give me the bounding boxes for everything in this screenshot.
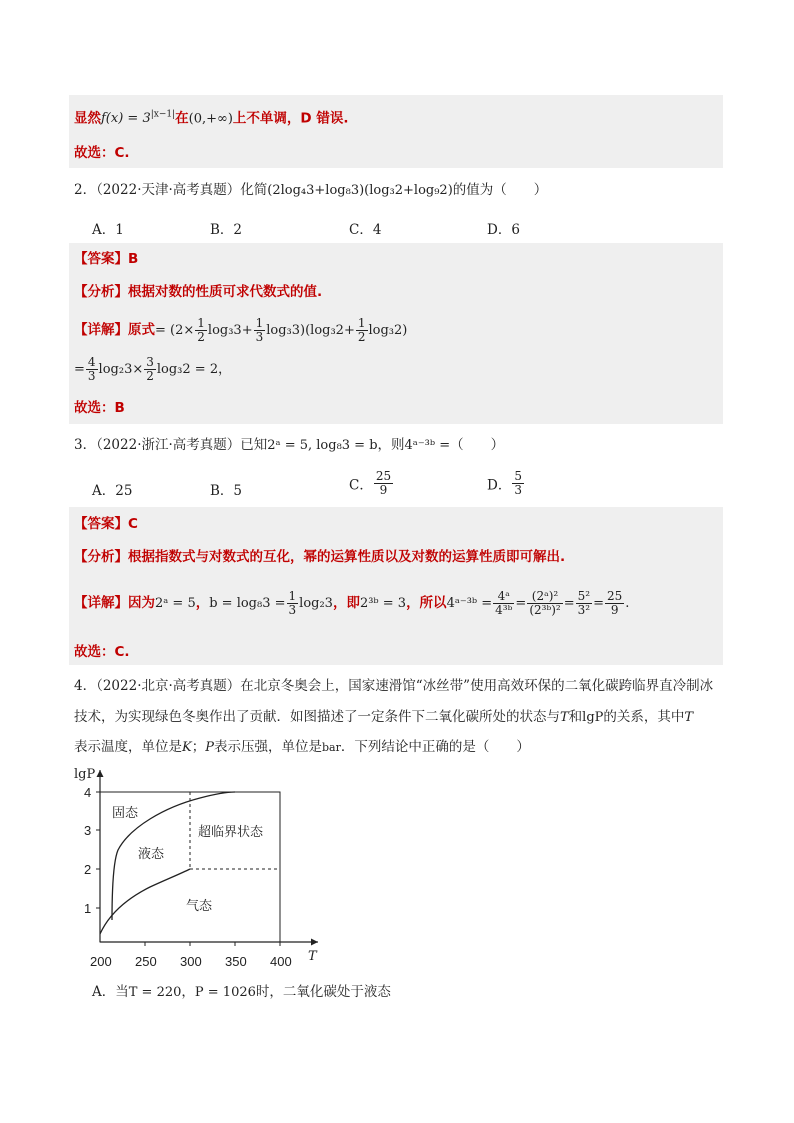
- q2-detail-line1: 【详解】原式= (2× $\frac{1}{2}$ log₃3+ $\frac{1}{3}$ log₃3)(log₃2+ $\frac{1}{2}$ log₃2): [74, 316, 408, 344]
- q2-option-b: B．2: [210, 222, 243, 238]
- x-tick-200: 200: [90, 954, 112, 969]
- q2-analysis: 【分析】根据对数的性质可求代数式的值.: [74, 284, 323, 300]
- q3-conclusion: 故选：C.: [74, 644, 130, 660]
- region-solid-label: 固态: [112, 806, 139, 821]
- prev-text-mid: 在: [175, 110, 189, 127]
- q4-stem-line2: 技术，为实现绿色冬奥作出了贡献．如图描述了一定条件下二氧化碳所处的状态与T和lgP的关系，其中T: [74, 709, 694, 725]
- q2-option-c: C．4: [349, 222, 382, 238]
- q2-answer: 【答案】B: [74, 251, 139, 267]
- prev-interval: (0,+∞): [188, 111, 233, 127]
- q2-option-d: D．6: [487, 222, 520, 238]
- y-axis-label: lgP: [74, 767, 96, 782]
- x-tick-250: 250: [135, 954, 157, 969]
- q3-option-c: C． $\frac{25}{9}$: [349, 469, 392, 497]
- y-tick-3: 3: [84, 823, 92, 838]
- q3-stem: 3．（2022·浙江·高考真题）已知2ᵃ = 5, log₈3 = b，则4ᵃ⁻³ᵇ =（ ）: [74, 437, 505, 453]
- q2-stem: [74, 181, 547, 200]
- prev-suffix: 上不单调，D 错误.: [232, 110, 349, 127]
- q2-stem-expr: (2log₄3+log₈3)(log₃2+log₉2): [267, 183, 453, 198]
- phase-diagram: [70, 762, 330, 972]
- q2-detail-line2: = $\frac{4}{3}$ log₂3× $\frac{3}{2}$ log₃2 = 2，: [74, 355, 232, 383]
- region-gas-label: 气态: [186, 899, 213, 914]
- region-supercritical-label: 超临界状态: [198, 825, 264, 840]
- q2-conclusion: 故选：B: [74, 400, 125, 416]
- y-tick-1: 1: [84, 901, 92, 916]
- x-tick-300: 300: [180, 954, 202, 969]
- x-axis-label: T: [308, 949, 317, 964]
- x-tick-350: 350: [225, 954, 247, 969]
- q3-option-b: B．5: [210, 483, 243, 499]
- prev-math: $f(x) = 3^{|x-1|}$: [101, 110, 176, 127]
- q4-option-a: A．当T = 220，P = 1026时，二氧化碳处于液态: [92, 984, 391, 1000]
- q3-detail: 【详解】因为2ᵃ = 5，b = log₈3 = $\frac{1}{3}$ log₂3，即2³ᵇ = 3，所以4ᵃ⁻³ᵇ = $\frac{\text{4ᵃ}}{\text{4³ᵇ}}$ = $\frac{\text{(2ᵃ)²}}{\text{(2³ᵇ)²}}$ = $\frac{\text{5²}}{\text{3²}}$ = $\frac{25}{9}$ .: [74, 589, 630, 617]
- q2-stem-prefix: 2．（2022·天津·高考真题）化简: [74, 182, 268, 198]
- x-tick-400: 400: [270, 954, 292, 969]
- y-tick-2: 2: [84, 862, 92, 877]
- region-liquid-label: 液态: [138, 847, 165, 862]
- q3-answer: 【答案】C: [74, 516, 138, 532]
- q2-option-a: A．1: [92, 222, 124, 238]
- y-tick-4: 4: [84, 785, 92, 800]
- q3-option-d: D． $\frac{5}{3}$: [487, 469, 522, 497]
- q4-stem-line1: 4．（2022·北京·高考真题）在北京冬奥会上，国家速滑馆“冰丝带”使用高效环保的二氧化碳跨临界直冷制冰: [74, 678, 714, 694]
- q3-analysis: 【分析】根据指数式与对数式的互化，幂的运算性质以及对数的运算性质即可解出.: [74, 549, 566, 565]
- q3-option-a: A．25: [92, 483, 133, 499]
- q2-stem-suffix: 的值为（ ）: [452, 182, 548, 198]
- prev-conclusion-line: [74, 106, 348, 128]
- prev-text: 显然: [74, 110, 101, 127]
- prev-choice: 故选：C.: [74, 145, 130, 161]
- q4-stem-line3: 表示温度，单位是K；P表示压强，单位是bar．下列结论中正确的是（ ）: [74, 739, 530, 755]
